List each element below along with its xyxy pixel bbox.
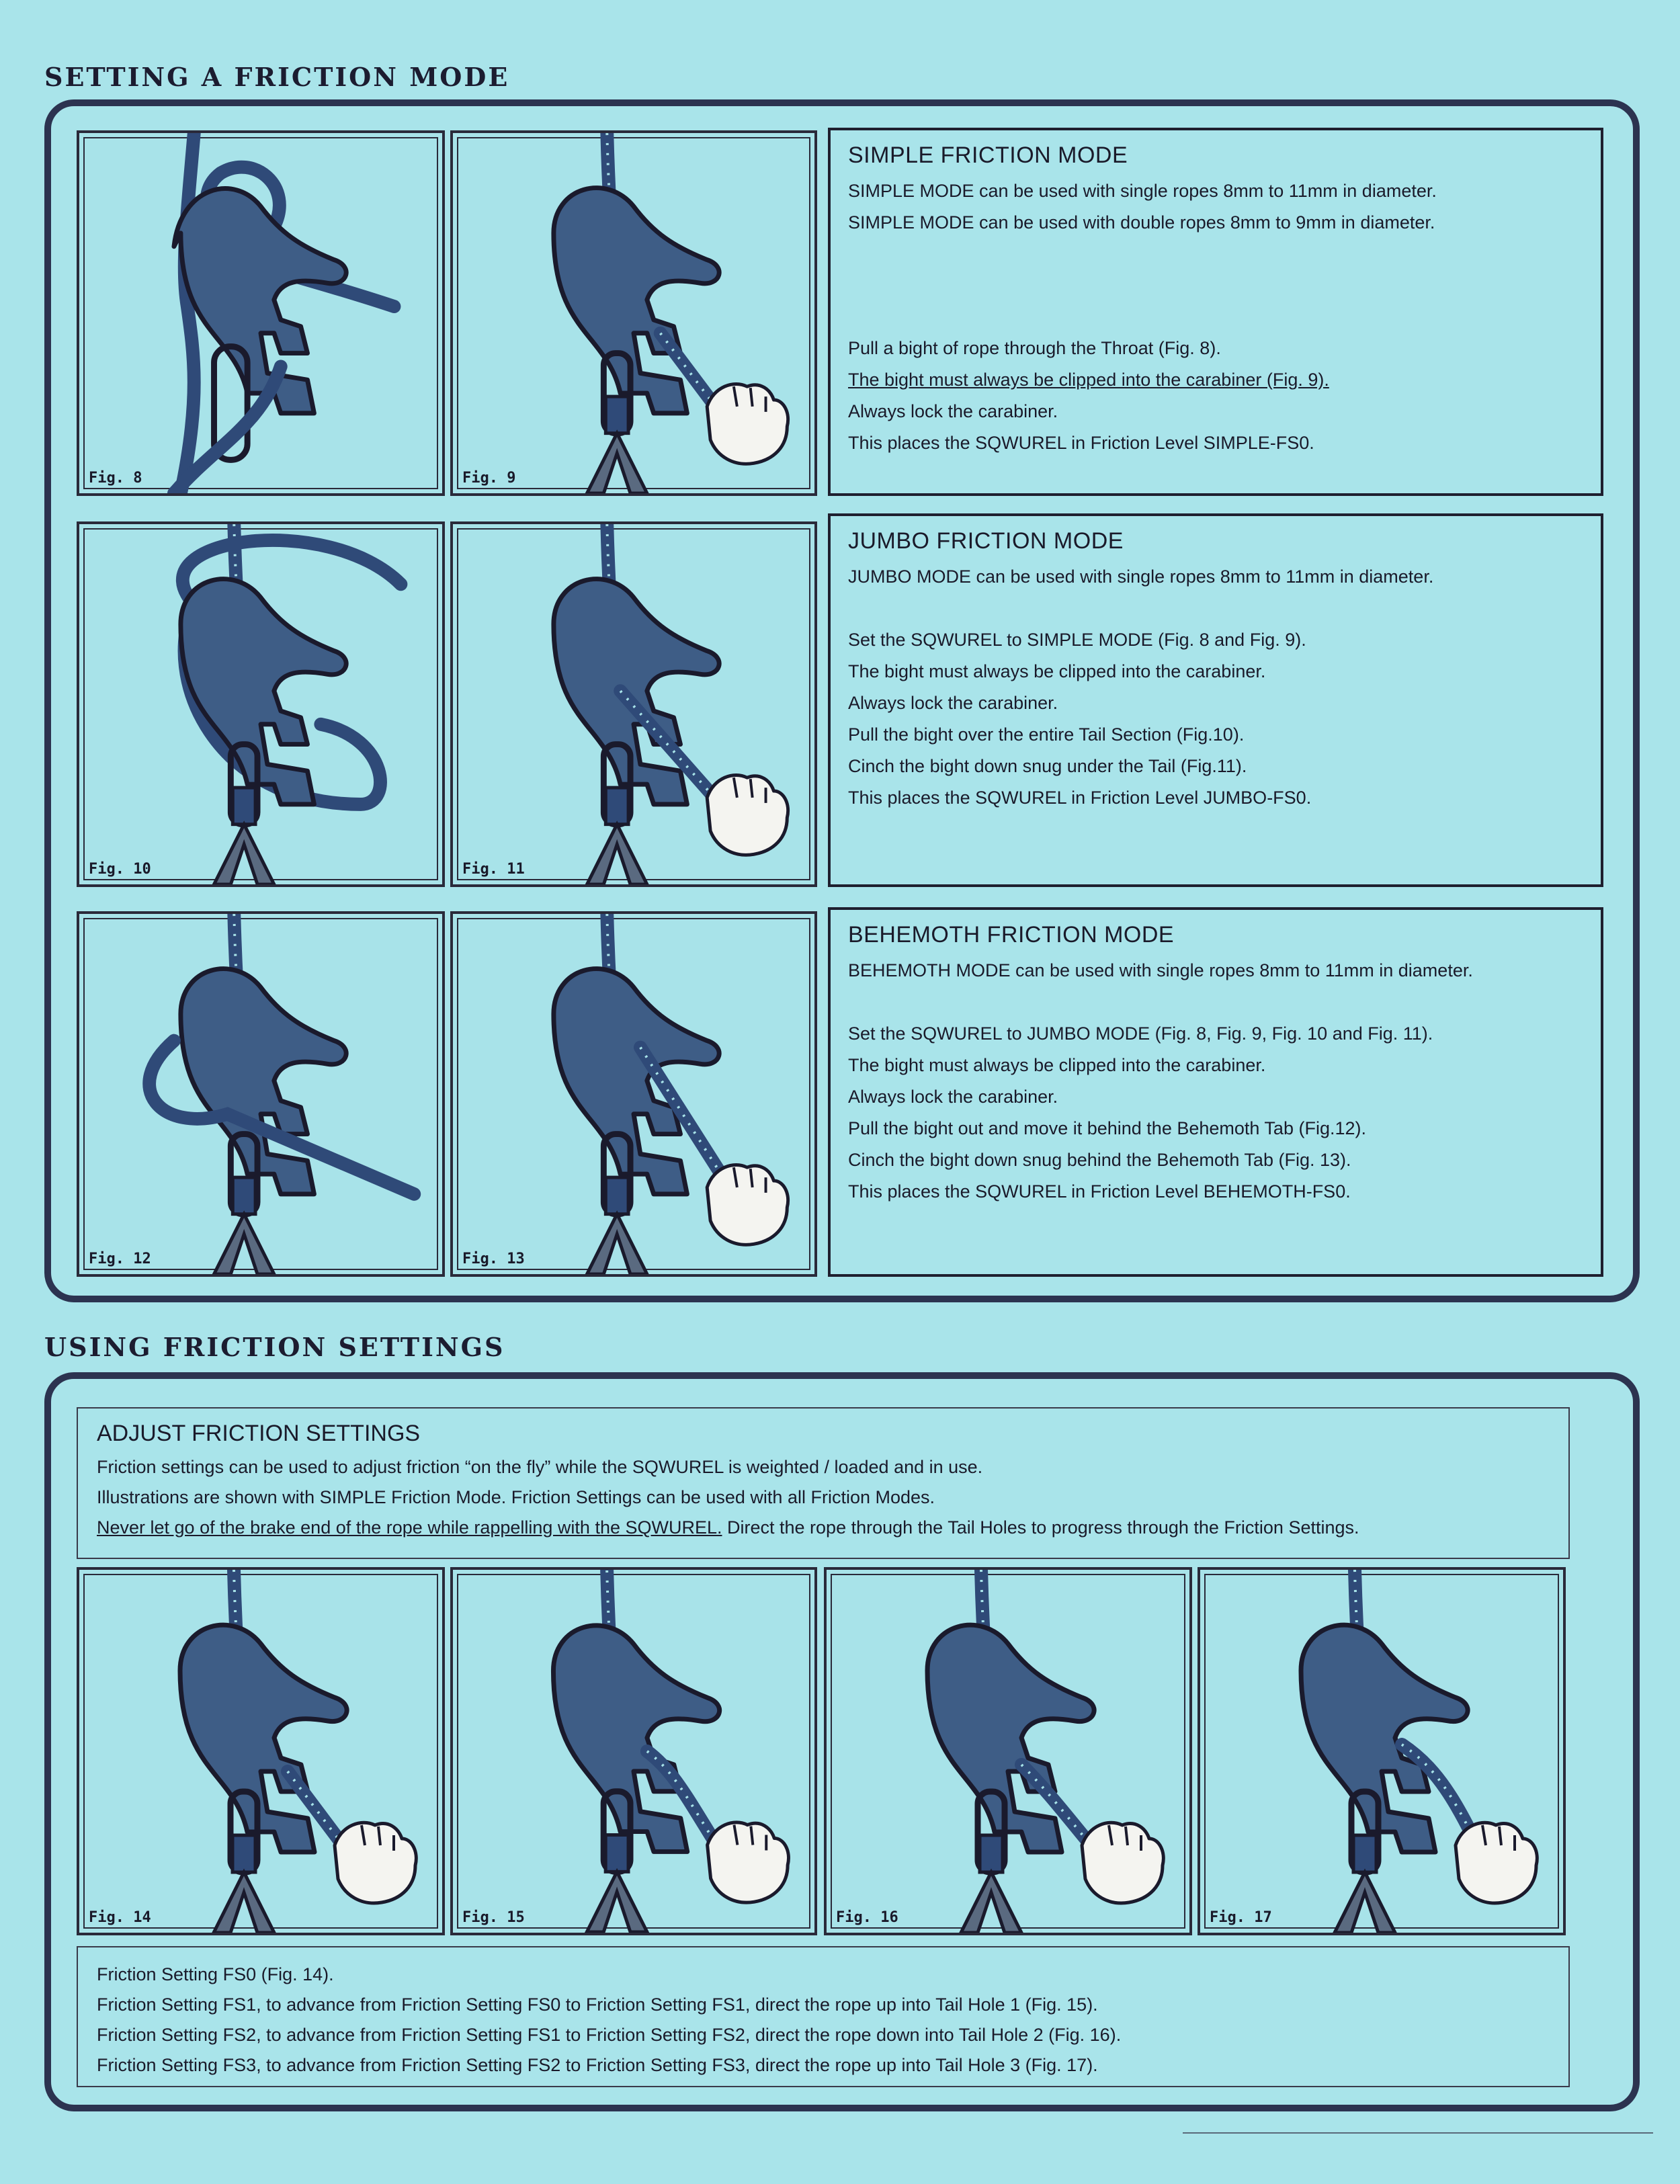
fig-11-illustration (450, 521, 817, 887)
section-heading-friction-settings: USING FRICTION SETTINGS (44, 1332, 505, 1362)
fig-8-label: Fig. 8 (85, 468, 146, 488)
behemoth-mode-step: Set the SQWUREL to JUMBO MODE (Fig. 8, Fig. 9, Fig. 10 and Fig. 11). (848, 1023, 1433, 1044)
fig-9-illustration (450, 130, 817, 496)
warning-rest-text: Direct the rope through the Tail Holes to progress through the Friction Settings. (722, 1517, 1359, 1538)
section-heading-friction-mode: SETTING A FRICTION MODE (44, 62, 510, 92)
fig-13-label: Fig. 13 (458, 1249, 529, 1269)
fig-13-illustration (450, 911, 817, 1277)
friction-setting-item: Friction Setting FS0 (Fig. 14). (97, 1964, 334, 1984)
friction-setting-item: Friction Setting FS2, to advance from Friction Setting FS1 to Friction Setting FS2, direct the rope down into Tail Hole 2 (Fig. 16). (97, 2025, 1122, 2045)
jumbo-mode-step: Pull the bight over the entire Tail Section (Fig.10). (848, 724, 1245, 745)
fig-8-illustration (77, 130, 445, 496)
fig-12-label: Fig. 12 (85, 1249, 155, 1269)
fig-15-illustration (450, 1567, 817, 1935)
simple-mode-line: SIMPLE MODE can be used with double ropes 8mm to 9mm in diameter. (848, 212, 1435, 233)
behemoth-mode-step: Cinch the bight down snug behind the Behemoth Tab (Fig. 13). (848, 1150, 1351, 1170)
fig-11-label: Fig. 11 (458, 859, 529, 879)
fig-16-illustration (824, 1567, 1192, 1935)
simple-mode-title: SIMPLE FRICTION MODE (848, 142, 1128, 168)
footer-rule (1183, 2132, 1653, 2134)
behemoth-mode-step: The bight must always be clipped into the carabiner. (848, 1055, 1266, 1075)
friction-setting-item: Friction Setting FS3, to advance from Friction Setting FS2 to Friction Setting FS3, direct the rope up into Tail Hole 3 (Fig. 17). (97, 2055, 1098, 2075)
jumbo-mode-line: JUMBO MODE can be used with single ropes 8mm to 11mm in diameter. (848, 566, 1434, 587)
jumbo-friction-mode-box (828, 513, 1603, 887)
behemoth-mode-line: BEHEMOTH MODE can be used with single ropes 8mm to 11mm in diameter. (848, 960, 1473, 980)
adjust-settings-title: ADJUST FRICTION SETTINGS (97, 1421, 421, 1446)
adjust-settings-line: Friction settings can be used to adjust friction “on the fly” while the SQWUREL is weighted / loaded and in use. (97, 1457, 983, 1477)
simple-mode-step: This places the SQWUREL in Friction Level SIMPLE-FS0. (848, 433, 1314, 453)
jumbo-mode-step: Cinch the bight down snug under the Tail (Fig.11). (848, 756, 1247, 776)
adjust-friction-settings-box (77, 1407, 1570, 1559)
friction-setting-item: Friction Setting FS1, to advance from Friction Setting FS0 to Friction Setting FS1, direct the rope up into Tail Hole 1 (Fig. 15). (97, 1994, 1098, 2015)
adjust-settings-warning (97, 1513, 1550, 1543)
fig-10-label: Fig. 10 (85, 859, 155, 879)
behemoth-mode-title: BEHEMOTH FRICTION MODE (848, 922, 1175, 948)
simple-mode-step: Always lock the carabiner. (848, 401, 1058, 421)
fig-15-label: Fig. 15 (458, 1908, 529, 1927)
jumbo-mode-title: JUMBO FRICTION MODE (848, 528, 1124, 554)
fig-17-illustration (1198, 1567, 1566, 1935)
jumbo-mode-step: Set the SQWUREL to SIMPLE MODE (Fig. 8 and Fig. 9). (848, 630, 1306, 650)
behemoth-mode-step: Pull the bight out and move it behind the Behemoth Tab (Fig.12). (848, 1118, 1366, 1138)
simple-friction-mode-box (828, 128, 1603, 496)
behemoth-mode-step: Always lock the carabiner. (848, 1087, 1058, 1107)
fig-17-label: Fig. 17 (1206, 1908, 1276, 1927)
fig-10-illustration (77, 521, 445, 887)
fig-12-illustration (77, 911, 445, 1277)
jumbo-mode-step: The bight must always be clipped into the carabiner. (848, 661, 1266, 681)
jumbo-mode-step: Always lock the carabiner. (848, 693, 1058, 713)
fig-9-label: Fig. 9 (458, 468, 519, 488)
friction-settings-list-box (77, 1946, 1570, 2087)
fig-16-label: Fig. 16 (832, 1908, 902, 1927)
warning-underlined-text: Never let go of the brake end of the rope while rappelling with the SQWUREL. (97, 1517, 722, 1538)
fig-14-label: Fig. 14 (85, 1908, 155, 1927)
simple-mode-line: SIMPLE MODE can be used with single ropes 8mm to 11mm in diameter. (848, 181, 1437, 201)
adjust-settings-line: Illustrations are shown with SIMPLE Friction Mode. Friction Settings can be used with all Friction Modes. (97, 1487, 935, 1507)
behemoth-friction-mode-box (828, 907, 1603, 1277)
fig-14-illustration (77, 1567, 445, 1935)
behemoth-mode-step: This places the SQWUREL in Friction Level BEHEMOTH-FS0. (848, 1181, 1351, 1202)
simple-mode-step: Pull a bight of rope through the Throat (Fig. 8). (848, 338, 1221, 358)
simple-mode-step-underlined: The bight must always be clipped into the carabiner (Fig. 9). (848, 370, 1329, 390)
jumbo-mode-step: This places the SQWUREL in Friction Level JUMBO-FS0. (848, 788, 1312, 808)
